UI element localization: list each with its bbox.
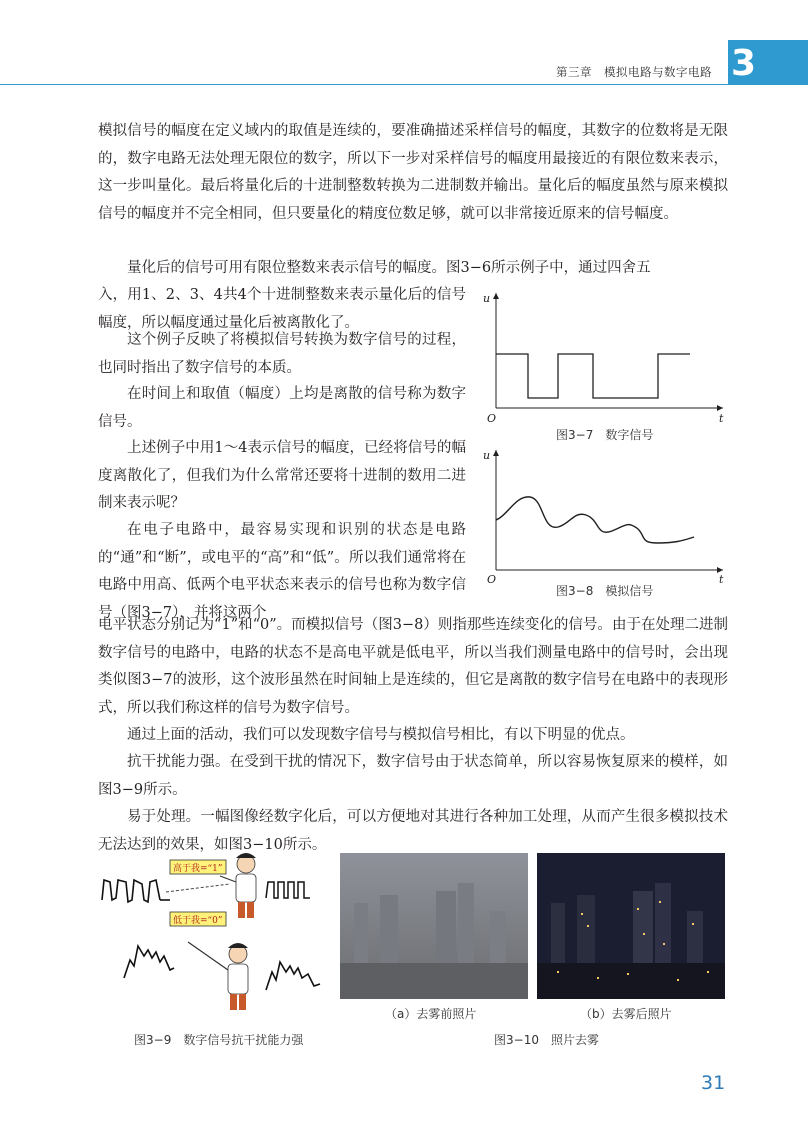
paragraph-3: 这个例子反映了将模拟信号转换为数字信号的过程，也同时指出了数字信号的本质。 [98,332,466,376]
origin-label: O [487,412,497,423]
paragraph-6a: 在电子电路中，最容易实现和识别的状态是电路的“通”和“断”，或电平的“高”和“低”。所以我们通常将在电路中用高、低两个电平状态来表示的信号也称为数字信号（图3−7），并将这两个 [98,522,466,621]
chapter-number: 3 [731,43,757,84]
person-leg [247,902,254,918]
person-leg [238,902,245,918]
paragraph-7: 通过上面的活动，我们可以发现数字信号与模拟信号相比，有以下明显的优点。 [127,727,635,743]
y-axis-label: u [483,292,491,305]
paragraph-9: 易于处理。一幅图像经数字化后，可以方便地对其进行各种加工处理，从而产生很多模拟技术无法达到的效果，如图3−10所示。 [98,809,728,853]
paragraph-2-text-a: 量化后的信号可用有限位整数来表示信号的幅度。图3−6所示例子中，通过四舍五 [127,260,651,276]
person-arm [220,876,236,882]
hazy-city-photo [340,853,528,999]
x-axis-label: t [719,573,724,585]
noisy-digital-signal [102,880,160,902]
page-number: 31 [701,1072,726,1094]
threshold-line [166,884,230,892]
figure-3-8-caption: 图3−8 模拟信号 [556,584,654,598]
paragraph-2-first-line [98,255,728,283]
figure-3-9-caption: 图3−9 数字信号抗干扰能力强 [134,1033,304,1047]
person-body [228,964,248,994]
person-pointer [188,942,228,970]
person-leg [230,994,237,1010]
figure-3-7-digital-signal [478,288,728,423]
noisy-analog-signal [124,946,174,978]
person-leg [239,994,246,1010]
paragraph-8: 抗干扰能力强。在受到干扰的情况下，数字信号由于状态简单，所以容易恢复原来的模样，如图3−9所示。 [98,754,728,798]
paragraph-2-rest: 入，用1、2、3、4共4个十进制整数来表示量化后的信号幅度，所以幅度通过量化后被离散化了。 [98,287,466,331]
x-axis-arrow [717,405,723,411]
figure-3-10-caption: 图3−10 照片去雾 [494,1033,599,1047]
figure-3-9-illustration [98,850,330,1025]
digital-waveform [496,354,690,398]
y-axis-arrow [493,293,499,299]
header-rule [0,84,728,85]
analog-waveform [496,497,694,543]
recovered-analog-signal [266,962,320,990]
origin-label: O [487,573,497,585]
y-axis-label: u [483,449,491,462]
clean-digital-signal [266,882,310,898]
person-hair [228,943,248,948]
paragraph-5: 上述例子中用1～4表示信号的幅度，已经将信号的幅度离散化了，但我们为什么常常还要将十进制的数用二进制来表示呢？ [98,440,466,511]
figure-3-8-analog-signal [478,445,728,585]
person-body [236,874,256,902]
figure-3-10a-caption: （a）去雾前照片 [385,1007,477,1021]
person-hair [236,853,256,858]
chapter-title: 第三章 模拟电路与数字电路 [556,65,712,79]
y-axis-arrow [493,450,499,456]
x-axis-label: t [719,412,724,423]
paragraph-6b: 电平状态分别记为“1”和“0”。而模拟信号（图3−8）则指那些连续变化的信号。由于在处理二进制数字信号的电路中，电路的状态不是高电平就是低电平，所以当我们测量电路中的信号时，会出现类似图3−7的波形，这个波形虽然在时间轴上是连续的，但它是离散的数字信号在电路中的表现形式，所以我们称这样的信号为数字信号。 [98,617,728,716]
label-high: 高于我=“1” [173,864,223,874]
label-low: 低于我=“0” [173,916,223,926]
paragraph-1: 模拟信号的幅度在定义域内的取值是连续的，要准确描述采样信号的幅度，其数字的位数将是无限的，数字电路无法处理无限位的数字，所以下一步对采样信号的幅度用最接近的有限位数来表示，这一步叫量化。最后将量化后的十进制整数转换为二进制数并输出。量化后的幅度虽然与原来模拟信号的幅度并不完全相同，但只要量化的精度位数足够，就可以非常接近原来的信号幅度。 [98,123,728,222]
paragraph-4: 在时间上和取值（幅度）上均是离散的信号称为数字信号。 [98,386,466,430]
dehazed-city-photo [537,853,725,999]
figure-3-7-caption: 图3−7 数字信号 [556,428,654,442]
figure-3-10b-caption: （b）去雾后照片 [580,1007,672,1021]
